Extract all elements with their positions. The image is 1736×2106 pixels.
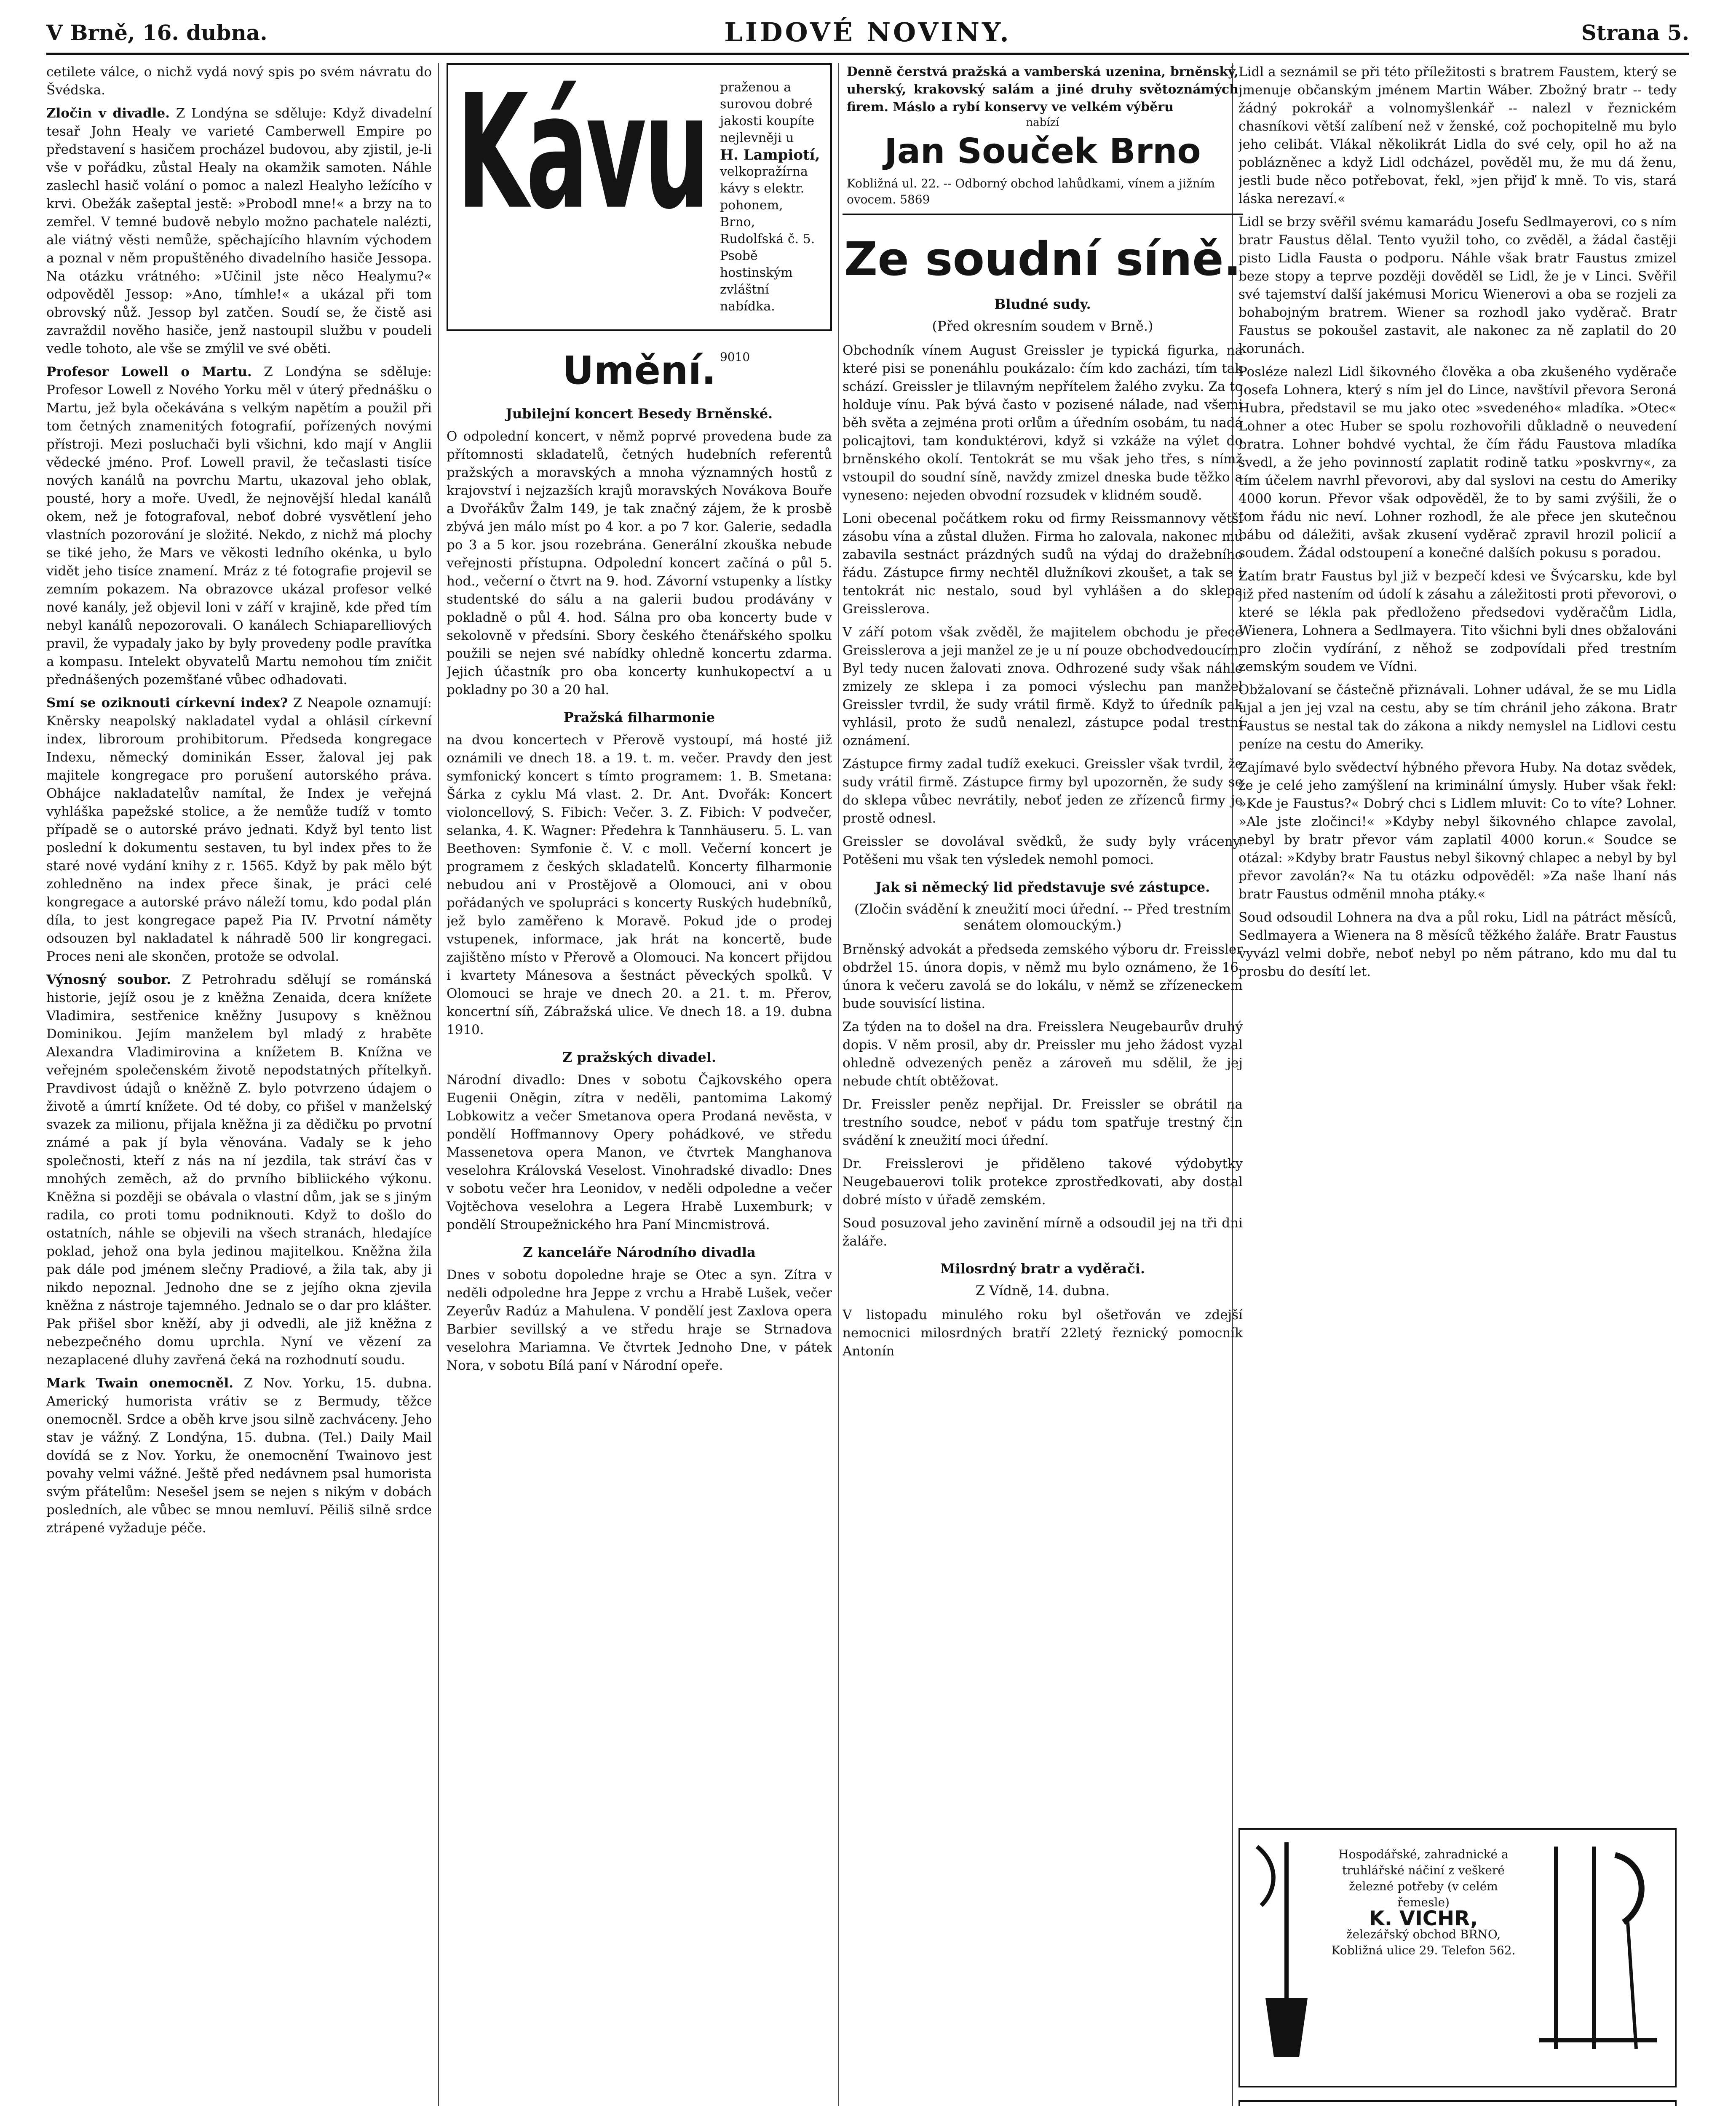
article-paragraph: Zajímavé bylo svědectví hýbného převora Huby. Na dotaz svědek, že je celé jeho zamýšlení na kriminální úmysly. Huber však řekl: »Kde je Faustus?« Dobrý chci s Lidlem mluvit: Co to víte? Lohner. »Ale jste zločinci!« »Kdyby nebyl šikovného chlapce zavolal, nebyl by bratr převor vám zaplatil 4000 korun.« Soudce se otázal: »Kdyby bratr Faustus nebyl šikovný chlapec a nebyl by byl převor zavolán?« Na tu otázku odpověděl: »Za naše lhaní nás bratr Faustus odměnil mnoha ptáky.« xyxy=(1238,760,1677,902)
article-paragraph: Soud posuzoval jeho zavinění mírně a odsoudil jej na tři dni žaláře. xyxy=(843,1216,1243,1249)
article-lead: Profesor Lowell o Martu. xyxy=(46,364,252,380)
article-paragraph: V listopadu minulého roku byl ošetřován ve zdejší nemocnici milosrdných bratří 22letý řeznický pomocník Antonín xyxy=(843,1307,1243,1359)
article-paragraph: Loni obecenal počátkem roku od firmy Reissmannovy větší zásobu vína a zůstal dlužen. Firma ho zalovala, nakonec mu zabavila sestnáct prázdných sudů na výdaj do dražebního řádu. Zástupce firmy nechtěl dlužníkovi zkoušet, a tak se i tentokrát nic nestalo, soud byl vyhlášen a do sklepa Greisslerova. xyxy=(843,511,1243,617)
column-2 xyxy=(447,63,832,2106)
garden-tools-icon xyxy=(1244,1838,1329,2066)
article-paragraph: Lidl se brzy svěřil svému kamarádu Josefu Sedlmayerovi, co s ním bratr Faustus dělal. Tento využil toho, co zvěděl, a žádal častěji pisto Lidla Fausta o podporu. Náhle však bratr Faustus zmizel beze stopy a teprve později dověděl se Lidl, že je v Linci. Svěřil své tajemství další jakémusi Moricu Wienerovi a oba se rozjeli za bohabojným bratrem. Wiener sa rozhodl jako vyděrač. Bratr Faustus se pokoušel zastavit, ale nakonec za ně zaplatil do 20 korunách. xyxy=(1238,214,1677,356)
advert-soucek xyxy=(843,63,1243,215)
article-lead: Výnosný soubor. xyxy=(46,972,171,987)
article-lead: Zločin v divadle. xyxy=(46,106,170,121)
article-paragraph: Brněnský advokát a předseda zemského výboru dr. Freissler obdržel 15. února dopis, v němž mu bylo oznámeno, že 16. února k večeru zavolá se do lokálu, v němž se zřízeneckem bude souvisící listina. xyxy=(843,942,1243,1011)
advert-vichr-name: K. VICHR, xyxy=(1369,1907,1478,1930)
article-paragraph: Výnosný soubor. Z Petrohradu sdělují se románská historie, jejíž osou je z kněžna Zenaida, dcera knížete Vladimira, sestřenice kněžny Jusupovy s kněžnou Dominikou. Jejím manželem byl mladý z hraběte Alexandra Vladimirovina a knížetem B. Knížna ve veřejném společenském životě nepodstatných přítelkyň. Pravdivost údajů o kněžně Z. bylo potvrzeno údajem o životě a úmrtí knížete. Od té doby, co přišel v manželský svazek za milionu, přijala kněžna ji za dědičku po prvotní známé a pak jí byla věnována. Vadaly se k jeho společnosti, kteří z nás na ní jezdila, tak stráví čas v mnohých zeměch, až do prvního bibliického výkonu. Kněžna si později se obávala o vlastní dům, jak se s jiným radila, co proti tomu podniknouti. Když to došlo do ostatních, náhle se objevili na všech stranách, hledajíce poklad, jehož ona byla jedinou majitelkou. Kněžna žila pak dále pod jménem slečny Pradiové, a žila tak, aby ji nikdo nepoznal. Jednoho dne se z jejího okna zjevila kněžna z nástroje tajemného. Jednalo se o dar pro klášter. Pak přišel sbor kněží, aby ji odvedli, ale již kněžna z nebezpečného domu uprchla. Nyní ve vězení za nezaplacené dluhy zavřená čeká na rozhodnutí soudu. xyxy=(46,972,432,1368)
article-lead: Smí se oziknouti církevní index? xyxy=(46,695,288,711)
article-paragraph: Lidl a seznámil se při této příležitosti s bratrem Faustem, který se jmenuje občanským jménem Martin Wáber. Zbožný bratr -- tedy žádný pokrokář a volnomyšlenkář -- nalezl v řeznickém chasníkovi větší zalíbení než v ženské, což pochopitelně mu bylo jeho celibát. Vlákal několikrát Lidla do své cely, opil ho až na poblázněnec a když Lidl odcházel, pověděl mu, že mu dá ženu, jestli bude něco potřebovat, řekl, »jen přijď k mně. To vis, stará láska nerezaví.« xyxy=(1238,64,1677,206)
article-paragraph: Dr. Freissler peněz nepřijal. Dr. Freissler se obrátil na trestního soudce, neboť v pádu tom spatřuje trestný čin svádění k zneužití moci úřední. xyxy=(843,1097,1243,1148)
advert-code: 9010 xyxy=(720,350,750,364)
newspaper-title: LIDOVÉ NOVINY. xyxy=(724,17,1011,48)
article-lead: Mark Twain onemocněl. xyxy=(46,1376,234,1391)
article-heading: Z pražských divadel. xyxy=(562,1049,717,1065)
article-paragraph: Dnes v sobotu dopoledne hraje se Otec a syn. Zítra v neděli odpoledne hra Jeppe z vrchu a Hrabě Lušek, večer Zeyerův Radúz a Mahulena. V pondělí jest Zaxlova opera Barbier sevillský a ve středu hraje se Strnadova veselohra Mariamna. Ve čtvrtek Jednoho Dne, v pátek Nora, v sobotu Bílá paní v Národní opeře. xyxy=(447,1267,832,1373)
article-dateline: Z Vídně, 14. dubna. xyxy=(975,1283,1110,1299)
article-heading: Bludné sudy. xyxy=(994,296,1091,312)
column-divider xyxy=(838,63,839,2106)
article-heading: Jak si německý lid představuje své zástupce. xyxy=(875,879,1210,895)
article-heading: Z kanceláře Národního divadla xyxy=(523,1244,756,1260)
article-paragraph: Zločin v divadle. Z Londýna se sděluje: Když divadelní tesař John Healy ve varieté Camberwell Empire po představení s hasičem procházel budovou, aby zjistil, je-li vše v pořádku, zůstal Healy na okamžik samoten. Náhle zaslechl hasič volání o pomoc a nalezl Healyho ležícího v krvi. Obežák zašeptal jestě: »Probodl mne!« a brzy na to zemřel. V temné budově nebylo možno pachatele nalézti, ale viátný věsti nemůže, spěchajícího hlavním východem a poznal v něm propuštěného divadelního hasiče Jessopa. Na otázku vrátného: »Učinil jste něco Healymu?« odpověděl Jessop: »Ano, tímhle!« a ukázal při tom obrovský nůž. Jessop byl zatčen. Soudí se, že čistě asi zavraždil nověho hasiče, jenž nastoupil službu v poudeli vedle tohoto, ale vše se zmýlil ve své oběti. xyxy=(46,106,432,356)
article-paragraph: Greissler se dovolával svědků, že sudy byly vráceny. Potěšeni mu však ten výsledek nemohl pomoci. xyxy=(843,834,1243,867)
advert-kavu-text: praženou a surovou dobré jakosti koupíte nejlevněji u H. Lampiotí, velkopražírna kávy s elektr. pohonem, Brno, Rudolfská č. 5. Psobě hostinským zvláštní nabídka. 9010 xyxy=(720,71,822,323)
advert-soucek-text: Denně čerstvá pražská a vamberská uzenina, brněnský, uherský, krakovský salám a jiné druhy světoznámých firem. Máslo a rybí konservy ve velkém výběru xyxy=(847,64,1238,115)
advert-vichr xyxy=(1238,1828,1677,2087)
page-number: Strana 5. xyxy=(1581,20,1689,45)
column-4 xyxy=(1238,63,1677,2106)
advert-vichr-text: Hospodářské, zahradnické a truhlářské náčiní z veškeré železné potřeby (v celém řemesle) K. VICHR, železářský obchod BRNO, Kobližná ulice 29. Telefon 562. xyxy=(1329,1847,1518,1959)
advert-kavu xyxy=(447,63,832,364)
advert-kavu-word: Kávu xyxy=(457,63,707,244)
tools-icon xyxy=(1531,1838,1657,2066)
advert-block xyxy=(1238,1828,1677,2106)
section-heading-soudni: Ze soudní síně. xyxy=(844,232,1241,286)
advert-kavu-name: H. Lampiotí, xyxy=(720,147,820,163)
dateline: V Brně, 16. dubna. xyxy=(46,20,267,45)
article-paragraph: O odpolední koncert, v němž poprvé provedena bude za přítomnosti skladatelů, četných hudebních referentů pražských a moravských a mnoha významných hostů z krajovství i nejzazších krajů moravských Novákova Bouře a Dvořákův Žalm 149, je tak značný zájem, že k prosbě zbývá jen málo míst po 4 kor. a po 7 kor. Galerie, sedadla po 3 a 5 kor. jsou rozebrána. Generální zkouška nebude veřejnosti přístupna. Odpolední koncert začíná o půl 5. hod., večerní o čtvrt na 9. hod. Závorní vstupenky a lístky studentské do sálu a na galerii budou prodávány v pokladně o půl 4. hod. Sálna pro oba koncerty bude v sekolovně v předsíni. Sbory českého čtenářského spolku použili se nejen své nabídky ohledně koncertu zdarma. Jejich účastník pro oba koncerty kunhukopectví a u pokladny po 30 a 20 hal. xyxy=(447,429,832,698)
article-paragraph: Dr. Freisslerovi je přiděleno takové výdobytky Neugebauerovi tolik protekce zprostředkovati, aby dostal dobré místo v úřadě zemském. xyxy=(843,1156,1243,1208)
article-paragraph: Soud odsoudil Lohnera na dva a půl roku, Lidl na pátráct měsíců, Sedlmayera a Wienera na 8 měsíců těžkého žaláře. Bratr Faustus vyvázl velmi dobře, neboť nebyl po něm pátrano, kdo mu dal tu prosbu do desítí let. xyxy=(1238,910,1677,979)
article-heading: Jubilejní koncert Besedy Brněnské. xyxy=(506,406,773,422)
advert-zbytky xyxy=(1238,2100,1677,2106)
section-heading-umeni: Umění. xyxy=(562,348,716,393)
article-paragraph: na dvou koncertech v Přerově vystoupí, má hosté již oznámili ve dnech 18. a 19. t. m. večer. Pravdy den jest symfonický koncert s tímto programem: 1. B. Smetana: Šárka z cyklu Má vlast. 2. Dr. Ant. Dvořák: Koncert violoncellový, S. Fibich: Večer. 3. Z. Fibich: V podvečer, selanka, 4. K. Wagner: Předehra k Tannhäuseru. 5. L. van Beethoven: Symfonie č. V. c moll. Večerní koncert je programem z českých skladatelů. Koncerty filharmonie nebudou ani v Prostějově a Olomouci, ani v obou pořádaných ve spolupráci s koncerty Ruských hudebníků, jež bylo zaměřeno k Moravě. Pokud jde o prodej vstupenek, informace, jak hrát na koncertě, bude zajištěno místo v Přerově a Olomouci. Na koncert přijdou i kvartety Mánesova a šestnáct pěveckých spolků. V Olomouci se hraje ve dnech 20. a 21. t. m. Přerov, koncertní síň, Zábražská ulice. Ve dnech 18. a 19. dubna 1910. xyxy=(447,732,832,1037)
column-3 xyxy=(843,63,1243,2106)
article-paragraph: Zástupce firmy zadal tudíž exekuci. Greissler však tvrdil, že sudy vrátil firmě. Zástupce firmy byl upozorněn, že sudy se do sklepa vůbec nevrátily, neboť jeden ze zřízenců firmy je prostě odnesl. xyxy=(843,756,1243,826)
article-paragraph: V září potom však zvěděl, že majitelem obchodu je přece Greisslerova a jeji manžel ze je u ní pouze obchodvedoucím. Byl tedy nucen žalovati znova. Odhrozené sudy však náhle zmizely ze sklepa i za pomoci výslechu pan manžel Greissler tvrdil, že sudy vrátil firmě. Když to úředník pak vyhlásil, proto že sudů nenalezl, zástupce podal trestní oznámení. xyxy=(843,625,1243,748)
article-heading: Pražská filharmonie xyxy=(563,709,715,725)
article-paragraph: Mark Twain onemocněl. Z Nov. Yorku, 15. dubna. Americký humorista vrátiv se z Bermudy, těžce onemocněl. Srdce a oběh krve jsou silně zachváceny. Jeho stav je vážný. Z Londýna, 15. dubna. (Tel.) Daily Mail dovídá se z Nov. Yorku, že onemocnění Twainovo jest povahy velmi vážné. Ještě před nedávnem psal humorista svým přátelům: Nesešel jsem se nejen s nikým v dobách posledních, ale vůbec se mnou nemluví. Pěiliš silně srdce ztrápené vyžaduje péče. xyxy=(46,1376,432,1536)
article-paragraph: Zatím bratr Faustus byl již v bezpečí kdesi ve Švýcarsku, kde byl již před nastením od údolí k zásahu a záležitosti proti převorovi, o které se lékla pak předloženo předsedovi vyděračům Lidla, Wienera, Lohnera a Sedlmayera. Tito všichni byli dnes obžalováni pro zločin vydírání, z něhož se zodpovídali před trestním zemským soudem ve Vídni. xyxy=(1238,569,1677,674)
advert-soucek-address: Kobližná ul. 22. -- Odborný obchod lahůdkami, vínem a jižním ovocem. 5869 xyxy=(847,176,1215,206)
article-paragraph: Obchodník vínem August Greissler je typická figurka, na které pisi se ponenáhlu poukázalo: čím kdo zacházi, tím tak schází. Greissler je tlilavným nepřítelem žalého zvyku. Za to holduje vínu. Pak bývá často v pozisené nálade, nad všemi běh světa a zejména proti orlům a úředním osobám, tu nadá policajtovi, tam konduktérovi, když si vzkáže na výlet do brněnského okolí. Tentokrát se mu však jeho třes, s nímž vstoupil do soudní síně, navždy zmizel dneska bude těžko a vyneseno: nejeden obvodní rozsudek v klidném soudě. xyxy=(843,343,1243,503)
article-paragraph: Posléze nalezl Lidl šikovného člověka a oba zkušeného vyděrače Josefa Lohnera, který s ním jel do Lince, navštívil převora Seroná Hubra, představil se mu jako otec »svedeného« mladíka. »Otec« Lohner a otec Huber se spolu rozhovořili důkladně o neuvedení bratra. Lohner bohdvé vychtal, že čím řádu Faustova mladíka svedl, a že jeho povinností zaplatit rodině tatku »poskvrny«, za tím účelem navrhl převorovi, aby dal syslovi na cestu do Ameriky 4000 korun. Převor však odpověděl, že to by sami zvýšili, že o tom řádu nic neví. Lohner rozhodl, že ale přece jen skutečnou bábu od dáležiti, avšak zkusení vyděrač zpravil hrozil policií a soudem. Žádal odstoupení a konečné dalších pokusu s poradou. xyxy=(1238,364,1677,561)
column-divider xyxy=(438,63,439,2106)
article-paragraph: Profesor Lowell o Martu. Z Londýna se sděluje: Profesor Lowell z Nového Yorku měl v úterý přednášku o Martu, jež byla očekávána s velkým napětím a použil při tom četných znamenitých fotografií, pořízených novými přístroji. Mezi posluchači byli všichni, kdo mají v Anglii vědecké jméno. Prof. Lowell pravil, že tečaslasti tisíce nových kanálů na povrchu Martu, ukazoval jeho oblak, pousté, hory a moře. Uvedl, že nejnovější hledal kanálů okem, než je fotografoval, neboť dobré vysvětlení jeho vlastních pozorování je složité. Nekdo, z nichž má plochy se tiké jeho, že Mars ve věkosti ledního okénka, u bylo vidět jeho tisíce znamení. Mráz z té fotografie projevil se zemním pokazem. Na obrazovce ukázal profesor velké nové kanály, jež objevil loni v září v krajině, kde před tím nebyl kanálů nepozorovali. O kanálech Schiaparelliových pravil, že vypadaly jako by byly provedeny podle pravítka a kompasu. Intelekt obyvatelů Martu nemohou tím zničit přednášených pozemšťané vůbec odhadovati. xyxy=(46,364,432,687)
article-paragraph: Národní divadlo: Dnes v sobotu Čajkovského opera Eugenii Oněgin, zítra v neděli, pantomima Lakomý Lobkowitz a večer Smetanova opera Prodaná nevěsta, v pondělí Hoffmannovy Opery pohádkové, ve středu Massenetova opera Manon, ve čtvrtek Manghanova veselohra Královská Veselost. Vinohradské divadlo: Dnes v sobotu večer hra Leonidov, v neděli odpoledne a večer Vojtěchova veselohra a Legera Hrabě Luxemburk; v pondělí Stroupežnického hra Paní Mincmistrová. xyxy=(447,1072,832,1232)
column-1 xyxy=(46,63,432,2106)
masthead xyxy=(46,17,1689,46)
article-subheading: (Před okresním soudem v Brně.) xyxy=(932,318,1153,334)
article-paragraph: Obžalovaní se částečně přiznávali. Lohner udával, že se mu Lidla ujal a jen jej vzal na cestu, aby se tím chránil jeho zákona. Bratr Faustus se nestal tak do zákona a nikdy nemyslel na Lidlovi cestu peníze na cestu do Ameriky. xyxy=(1238,682,1677,752)
article-paragraph: cetilete válce, o nichž vydá nový spis po svém návratu do Švédska. xyxy=(46,64,432,98)
advert-soucek-name: Jan Souček Brno xyxy=(884,131,1201,171)
article-subheading: (Zločin svádění k zneužití moci úřední. -- Před trestním senátem olomouckým.) xyxy=(854,901,1231,933)
article-paragraph: Smí se oziknouti církevní index? Z Neapole oznamují: Kněrsky neapolský nakladatel vydal a ohlásil církevní index, libroroum prohibitorum. Předseda kongregace Indexu, německý dominikán Esser, žaloval jej pak majitele kongregace pro porušení autorského práva. Obhájce nakladatelův namítal, že Index je veřejná vyhláška papežské stolice, a že nemůže tudíž v tomto případě se o autorské právo jednati. Když byl tento list poslední k dokumentu sestaven, tu byl index přes to že staré nové vydání knihy z r. 1565. Když by pak mělo být zohledněno na index přece šinak, je práci celé kongregace a autorské právo náleží tomu, kdo podal plán díla, to jest kongregace papež Pia IV. Prvotní náměty odsouzen byl nakladatel k náhradě 500 lir kongregaci. Proces neni ale skončen, protože se odvolal. xyxy=(46,695,432,964)
article-paragraph: Za týden na to došel na dra. Freisslera Neugebaurův druhý dopis. V něm prosil, aby dr. Preissler mu jeho žádost vyzal ohledně odvezených peněz a zároveň mu sdělil, že jej nebude chtít obtěžovat. xyxy=(843,1019,1243,1089)
advert-soucek-nabizi: nabízí xyxy=(1026,116,1059,129)
article-heading: Milosrdný bratr a vyděrači. xyxy=(940,1261,1145,1277)
masthead-rule xyxy=(46,53,1689,55)
